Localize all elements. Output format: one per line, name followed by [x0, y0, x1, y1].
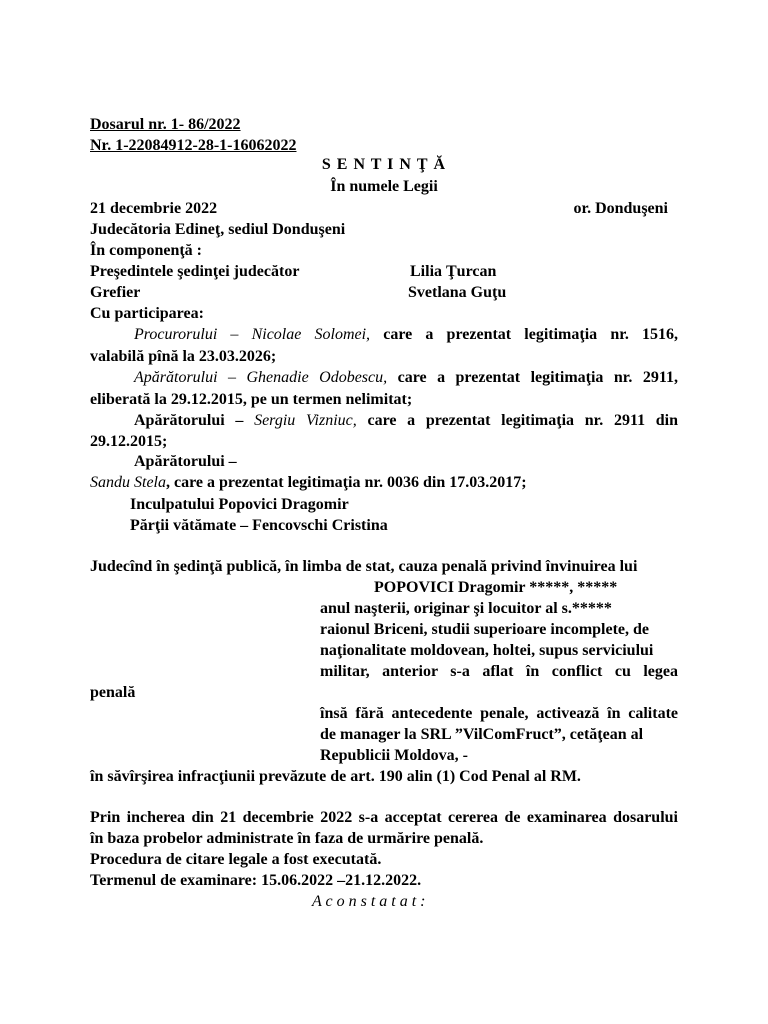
closing-line-3: Procedura de citare legale a fost executată.	[90, 851, 382, 868]
defender3-name: Sandu Stela	[90, 474, 166, 491]
document-title: S E N T I N Ţ Ă	[321, 156, 447, 173]
defendant-line: Inculpatului Popovici Dragomir	[130, 496, 349, 513]
document-subtitle: În numele Legii	[330, 178, 438, 195]
prosecutor-line: Procurorului – Nicolae Solomei, care a prezentat legitimaţia nr. 1516,	[134, 326, 679, 343]
defendant-detail-8: Republicii Moldova, -	[320, 747, 469, 764]
participation-label: Cu participarea:	[90, 305, 204, 322]
clerk-name: Svetlana Guţu	[408, 284, 507, 301]
charge-line: în săvîrşirea infracţiunii prevăzute de art. 190 alin (1) Cod Penal al RM.	[90, 768, 581, 785]
defendant-detail-1: anul naşterii, originar şi locuitor al s.*****	[320, 600, 612, 617]
defendant-detail-3: naţionalitate moldovean, holtei, supus serviciului	[320, 642, 654, 659]
defendant-detail-2: raionul Briceni, studii superioare incomplete, de	[320, 621, 650, 638]
prosecutor-name: Procurorului – Nicolae Solomei,	[134, 326, 371, 343]
court-instance: Judecătoria Edineţ, sediul Donduşeni	[90, 221, 346, 238]
closing-line-4: Termenul de examinare: 15.06.2022 –21.12.2022.	[90, 872, 422, 889]
defendant-detail-5: penală	[90, 684, 136, 701]
constatat-heading: A c o n s t a t a t :	[312, 893, 426, 910]
court-line	[90, 199, 678, 219]
defendant-name: POPOVICI Dragomir *****	[374, 579, 570, 596]
city: or. Donduşeni	[573, 200, 668, 217]
defender2-line: Apărătorului – Sergiu Vizniuc, care a prezentat legitimaţia nr. 2911 din	[134, 412, 679, 429]
prosecutor-validity: valabilă pînă la 23.03.2026;	[90, 348, 277, 365]
closing-line-1: Prin incherea din 21 decembrie 2022 s-a acceptat cererea de examinarea dosarului	[90, 809, 678, 826]
defendant-detail-4: militar, anterior s-a aflat în conflict cu legea	[320, 663, 678, 680]
defender2-name: Sergiu Vizniuc,	[254, 412, 357, 429]
judge-label: Preşedintele şedinţei judecător	[90, 263, 300, 280]
defender1-name: Apărătorului – Ghenadie Odobescu,	[134, 369, 388, 386]
defendant-heading: POPOVICI Dragomir *****, *****	[374, 579, 618, 596]
defender3-line: Sandu Stela, care a prezentat legitimaţia nr. 0036 din 17.03.2017;	[90, 474, 527, 491]
closing-line-2: în baza probelor administrate în faza de urmărire penală.	[90, 830, 484, 847]
victim-line: Părţii vătămate – Fencovschi Cristina	[130, 517, 388, 534]
defendant-detail-6: însă fără antecedente penale, activează în calitate	[320, 705, 678, 722]
decision-date: 21 decembrie 2022	[90, 200, 218, 217]
defender1-validity: eliberată la 29.12.2015, pe un termen nelimitat;	[90, 391, 413, 408]
defender3-label: Apărătorului –	[134, 453, 237, 470]
case-number: Dosarul nr. 1- 86/2022	[90, 116, 241, 133]
judge-line	[90, 262, 678, 282]
defendant-detail-7: de manager la SRL ”VilComFruct”, cetăţean al	[320, 726, 644, 743]
case-intro: Judecînd în şedinţă publică, în limba de stat, cauza penală privind învinuirea lui	[90, 558, 638, 575]
defender2-date: 29.12.2015;	[90, 433, 168, 450]
registration-number: Nr. 1-22084912-28-1-16062022	[90, 137, 297, 154]
clerk-line	[90, 283, 678, 303]
composition-label: În componenţă :	[90, 242, 203, 259]
judge-name: Lilia Ţurcan	[410, 263, 497, 280]
clerk-label: Grefier	[90, 284, 141, 301]
defender1-line: Apărătorului – Ghenadie Odobescu, care a prezentat legitimaţia nr. 2911,	[134, 369, 679, 386]
